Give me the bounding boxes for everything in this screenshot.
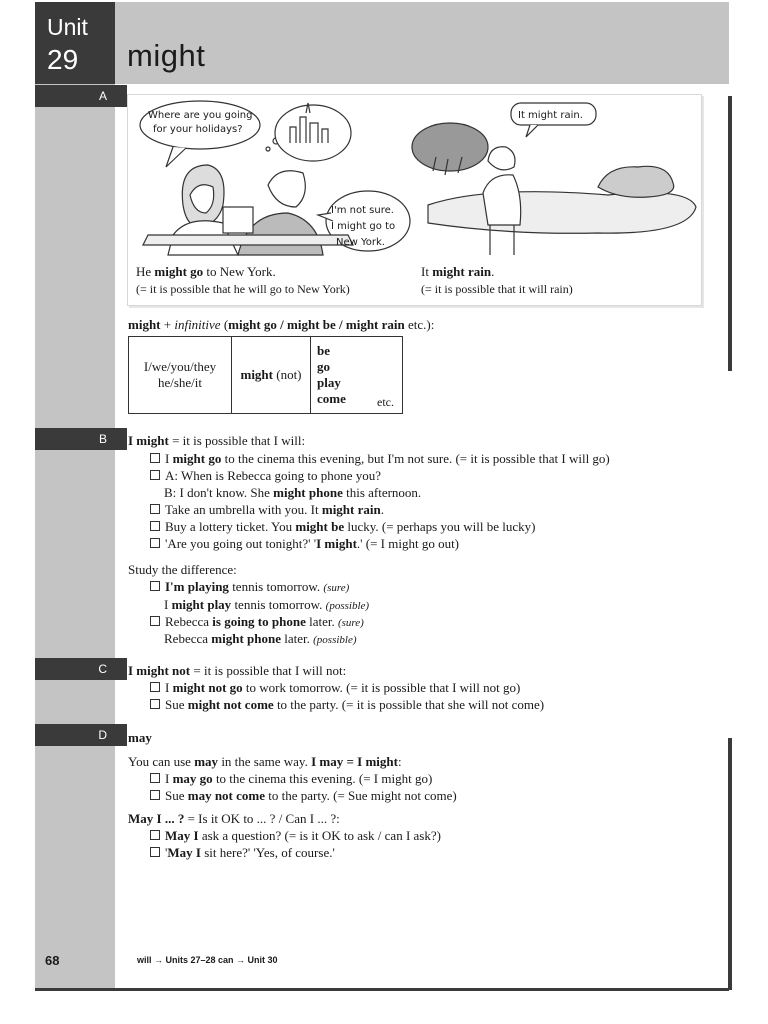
rain-cloud <box>412 123 488 171</box>
table-modal-cell: might (not) <box>232 337 311 414</box>
b-intro: I might = it is possible that I will: <box>128 433 306 448</box>
b-example-5: 'Are you going out tonight?' 'I might.' (= I might go out) <box>150 535 459 552</box>
man-head <box>268 171 305 207</box>
header-band <box>115 2 729 84</box>
verb-be: be <box>317 343 330 358</box>
section-tab-b: B <box>35 428 115 450</box>
subjects-line-2: he/she/it <box>157 375 203 390</box>
section-tab-a-rule <box>115 85 127 107</box>
c-example-2: Sue might not come to the party. (= it is possible that she will not come) <box>150 696 544 713</box>
bubble-man-line-3: New York. <box>336 237 385 248</box>
b-example-2a: A: When is Rebecca going to phone you? <box>150 467 381 484</box>
form-table <box>128 336 403 414</box>
b-example-3: Take an umbrella with you. It might rain. <box>150 501 384 518</box>
table-subjects-cell <box>129 337 232 414</box>
formula-line: might + infinitive (might go / might be / might rain etc.): <box>128 317 435 332</box>
caption-right: It might rain. <box>421 264 495 279</box>
c-intro: I might not = it is possible that I will not: <box>128 663 347 678</box>
bubble-left-line-1: Where are you going <box>148 110 253 121</box>
bubble-man-line-1: I'm not sure. <box>331 205 394 216</box>
b-diff-2a: Rebecca is going to phone later. (sure) <box>150 613 364 632</box>
b-diff-1b: I might play tennis tomorrow. (possible) <box>164 597 370 612</box>
verb-play: play <box>317 375 341 390</box>
speech-bubble-right-tail <box>526 125 538 137</box>
illustration-box <box>127 94 702 306</box>
table-verbs-cell <box>311 337 403 414</box>
thought-dot <box>266 147 270 151</box>
subjects-line-1: I/we/you/they <box>143 359 217 374</box>
unit-label-box <box>35 2 115 84</box>
b-diff-1a: I'm playing tennis tomorrow. (sure) <box>150 578 349 597</box>
b-example-2b: B: I don't know. She might phone this afternoon. <box>164 485 422 500</box>
right-margin-rule-lower <box>728 738 732 990</box>
page-title: might <box>127 38 206 73</box>
table <box>143 235 353 245</box>
right-scene-drawing <box>412 103 696 255</box>
verbs-etc: etc. <box>377 395 394 409</box>
verb-go: go <box>317 359 330 374</box>
b-example-1: I might go to the cinema this evening, but I'm not sure. (= it is possible that I will go) <box>150 450 610 467</box>
unit-word: Unit <box>47 14 88 40</box>
footer-cross-reference: will → Units 27–28 can → Unit 30 <box>137 955 278 965</box>
d-question-line: May I ... ? = Is it OK to ... ? / Can I ... ?: <box>128 811 340 826</box>
b-diff-2b: Rebecca might phone later. (possible) <box>164 631 357 646</box>
left-margin-bar <box>35 2 115 990</box>
woman-right-body <box>483 175 521 225</box>
section-tab-c: C <box>35 658 115 680</box>
right-margin-rule <box>728 96 732 371</box>
b-study-heading: Study the difference: <box>128 562 237 577</box>
thought-bubble-city <box>275 105 351 161</box>
d-example-3: May I ask a question? (= is it OK to ask / can I ask?) <box>150 827 441 844</box>
bubble-man-line-2: I might go to <box>331 221 396 232</box>
d-heading: may <box>128 730 152 745</box>
section-tab-b-rule <box>115 428 127 450</box>
bubble-right-text: It might rain. <box>518 110 583 121</box>
caption-right-note: (= it is possible that it will rain) <box>421 282 573 296</box>
section-tab-d: D <box>35 724 115 746</box>
d-example-4: 'May I sit here?' 'Yes, of course.' <box>150 844 335 861</box>
unit-number: 29 <box>47 44 79 75</box>
speech-bubble-left-tail <box>166 147 186 167</box>
section-tab-a: A <box>35 85 115 107</box>
caption-left-note: (= it is possible that he will go to New York) <box>136 282 350 296</box>
bottom-rule <box>35 988 729 991</box>
landscape <box>428 192 696 234</box>
d-example-2: Sue may not come to the party. (= Sue might not come) <box>150 787 457 804</box>
verb-come: come <box>317 391 346 406</box>
c-example-1: I might not go to work tomorrow. (= it is possible that I will not go) <box>150 679 520 696</box>
section-tab-c-rule <box>115 658 127 680</box>
d-intro: You can use may in the same way. I may = I might: <box>128 754 402 769</box>
d-example-1: I may go to the cinema this evening. (= I might go) <box>150 770 432 787</box>
page-number: 68 <box>45 953 60 968</box>
b-example-4: Buy a lottery ticket. You might be lucky. (= perhaps you will be lucky) <box>150 518 535 535</box>
bubble-left-line-2: for your holidays? <box>153 124 243 135</box>
tree <box>598 166 674 197</box>
woman-right-head <box>488 147 515 170</box>
caption-left: He might go to New York. <box>136 264 276 279</box>
section-tab-d-rule <box>115 724 127 746</box>
brochure <box>223 207 253 233</box>
